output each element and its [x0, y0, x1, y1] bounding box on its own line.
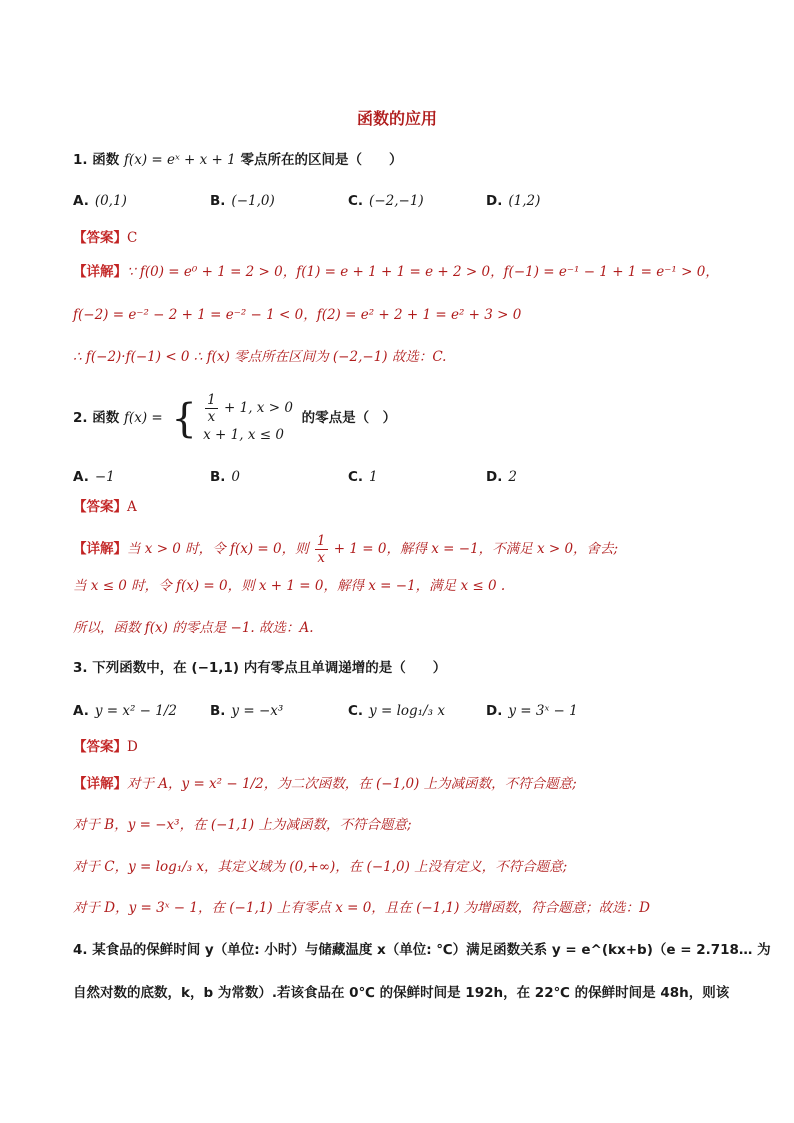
question-1-stem [73, 150, 402, 170]
option-d: D. (1,2) [486, 193, 541, 209]
stem-text: 某食品的保鲜时间 y（单位: 小时）与储藏温度 x（单位: ℃）满足函数关系 y = e^(kx+b)（e = 2.718… 为 [92, 942, 771, 958]
question-3-detail-line-1: 【详解】对于 A，y = x² − 1/2，为二次函数，在 (−1,0) 上为减函数，不符合题意; [73, 776, 577, 792]
answer-value: D [127, 739, 138, 755]
stem-text: 自然对数的底数，k，b 为常数）.若该食品在 0℃ 的保鲜时间是 192h，在 22℃ 的保鲜时间是 48h，则该 [73, 985, 730, 1001]
option-b: B. 0 [210, 469, 241, 485]
question-number: 1. [73, 152, 88, 168]
detail-tag: 【详解】 [73, 264, 127, 280]
stem-math: f(x) = eˣ + x + 1 [123, 152, 236, 168]
question-4-stem-line-2 [73, 983, 729, 1003]
question-3-detail-line-4: 对于 D，y = 3ˣ − 1，在 (−1,1) 上有零点 x = 0，且在 (−1,1) 为增函数，符合题意；故选：D [73, 900, 651, 916]
question-1-options [73, 191, 733, 211]
question-3-detail-line-3: 对于 C，y = log₁/₃ x，其定义域为 (0,+∞)，在 (−1,0) 上没有定义，不符合题意; [73, 859, 568, 875]
question-number: 2. [73, 410, 88, 426]
option-b: B. y = −x³ [210, 703, 284, 719]
answer-value: C [127, 230, 138, 246]
option-c: C. (−2,−1) [348, 193, 424, 209]
question-1-detail-line-2: f(−2) = e⁻² − 2 + 1 = e⁻² − 1 < 0，f(2) = e² + 2 + 1 = e² + 3 > 0 [73, 307, 522, 323]
question-3-stem [73, 658, 446, 678]
option-a: A. (0,1) [73, 193, 127, 209]
question-3-options [73, 701, 733, 721]
question-4-stem-line-1 [73, 940, 771, 960]
stem-text: 零点所在的区间是（ ） [240, 152, 403, 168]
stem-text: 函数 [92, 410, 120, 426]
question-2-answer [73, 497, 137, 517]
question-2-detail-line-2: 当 x ≤ 0 时，令 f(x) = 0，则 x + 1 = 0，解得 x = −1，满足 x ≤ 0 . [73, 578, 506, 594]
question-2-detail-line-1: 【详解】当 x > 0 时，令 f(x) = 0，则 $\frac{1}{x}$ + 1 = 0，解得 x = −1，不满足 x > 0，舍去; [73, 533, 619, 566]
option-c: C. y = log₁/₃ x [348, 703, 445, 719]
question-3-answer [73, 737, 138, 757]
option-a: A. y = x² − 1/2 [73, 703, 177, 719]
question-number: 4. [73, 942, 88, 958]
stem-math: f(x) = [123, 410, 163, 426]
option-d: D. 2 [486, 469, 517, 485]
question-1-detail-line-1: 【详解】∵ f(0) = e⁰ + 1 = 2 > 0，f(1) = e + 1 + 1 = e + 2 > 0，f(−1) = e⁻¹ − 1 + 1 = e⁻¹ > 0， [73, 264, 719, 280]
question-1-answer [73, 228, 137, 248]
answer-tag: 【答案】 [73, 739, 127, 755]
question-3-detail-line-2: 对于 B，y = −x³，在 (−1,1) 上为减函数，不符合题意; [73, 817, 412, 833]
question-2-options [73, 467, 733, 487]
question-number: 3. [73, 660, 88, 676]
option-c: C. 1 [348, 469, 378, 485]
answer-tag: 【答案】 [73, 230, 127, 246]
option-d: D. y = 3ˣ − 1 [486, 703, 578, 719]
question-2-stem [73, 388, 396, 448]
option-b: B. (−1,0) [210, 193, 275, 209]
answer-value: A [127, 499, 137, 515]
detail-tag: 【详解】 [73, 776, 127, 792]
option-a: A. −1 [73, 469, 115, 485]
page-title: 函数的应用 [356, 109, 437, 128]
stem-text: 的零点是（ ） [301, 410, 397, 426]
stem-text: 函数 [92, 152, 120, 168]
fraction: $\frac{1}{x}$ [316, 533, 326, 566]
piecewise-function: { $\frac{1}{x}$ + 1, x > 0 x + 1, x ≤ 0 [171, 392, 293, 443]
stem-text: 下列函数中，在 (−1,1) 内有零点且单调递增的是（ ） [92, 660, 447, 676]
question-2-detail-line-3: 所以，函数 f(x) 的零点是 −1. 故选：A. [73, 620, 314, 636]
question-1-detail-line-3: ∴ f(−2)·f(−1) < 0 ∴ f(x) 零点所在区间为 (−2,−1) 故选：C. [73, 349, 447, 365]
answer-tag: 【答案】 [73, 499, 127, 515]
detail-tag: 【详解】 [73, 541, 127, 557]
